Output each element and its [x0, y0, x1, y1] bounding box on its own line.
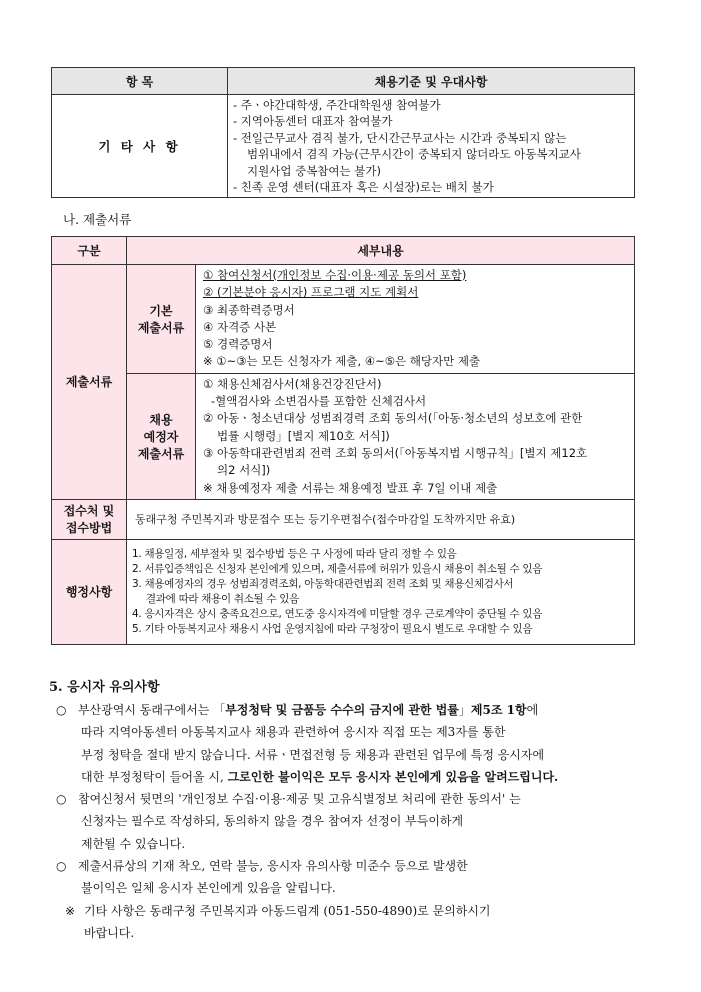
col-detail-header: 세부내용 — [127, 237, 635, 265]
circle-bullet-icon: ○ — [56, 703, 67, 717]
list-item: ③ 최종학력증명서 — [203, 302, 295, 317]
list-item: 1. 채용일정, 세부절차 및 접수방법 등은 구 사정에 따라 달리 정할 수 있음 — [132, 547, 457, 560]
admin-list — [127, 539, 635, 644]
documents-group-label: 제출서류 — [52, 265, 127, 500]
list-item: - 친족 운영 센터(대표자 혹은 시설장)로는 배치 불가 — [233, 180, 494, 195]
list-item: - 주ㆍ야간대학생, 주간대학원생 참여불가 — [233, 98, 441, 112]
col-category-header: 구분 — [52, 237, 127, 265]
col-item-header: 항 목 — [52, 68, 228, 95]
list-item: ※ 채용예정자 제출 서류는 채용예정 발표 후 7일 이내 제출 — [203, 480, 498, 495]
list-item: 5. 기타 아동복지교사 채용시 사업 운영지침에 따라 구청장이 필요시 별도로 우대할 수 있음 — [132, 622, 533, 635]
section-title: 5. 응시자 유의사항 — [49, 680, 160, 695]
list-item: ④ 자격증 사본 — [203, 319, 277, 334]
circle-bullet-icon: ○ — [56, 859, 67, 874]
reception-text: 동래구청 주민복지과 방문접수 또는 등기우편접수(접수마감일 도착까지만 유효) — [127, 499, 635, 539]
section-subtitle: 나. 제출서류 — [63, 212, 132, 227]
list-item: 2. 서류입증책임은 신청자 본인에게 있으며, 제출서류에 허위가 있을시 채용이 취소될 수 있음 — [132, 562, 543, 575]
reception-label: 접수처 및 접수방법 — [52, 499, 127, 539]
list-item: 3. 채용예정자의 경우 성범죄경력조회, 아동학대관련범죄 전력 조회 및 채용신체검사서 — [132, 577, 514, 590]
contact-note: ※ 기타 사항은 동래구청 주민복지과 아동드림계 (051-550-4890)로 문의하시기 바랍니다. — [49, 900, 669, 945]
list-item: -혈액검사와 소변검사를 포함한 신체검사서 — [211, 394, 427, 409]
list-item: - 전일근무교사 겸직 불가, 단시간근무교사는 시간과 중복되지 않는 — [233, 130, 567, 145]
basic-docs-label: 기본 제출서류 — [127, 265, 196, 374]
etc-body — [228, 95, 635, 198]
notice-item: ○ 부산광역시 동래구에서는 「부정청탁 및 금품등 수수의 금지에 관한 법률」제5조 1항에 따라 지역아동센터 아동복지교사 채용과 관련하여 응시자 직접 또는 제3자를 통한 부정 청탁을 절대 받지 않습니다. 서류ㆍ면접전형 등 채용과 관련된 업무에 특정 응시자에 대한 부정청탁이 들어올 시, 그로인한 불이익은 모두 응시자 본인에게 있음을 알려드립니다. — [49, 699, 669, 788]
etc-label: 기 타 사 항 — [52, 95, 228, 198]
list-item: - 지역아동센터 대표자 참여불가 — [233, 114, 393, 129]
list-item: 지원사업 중복참여는 불가) — [247, 163, 381, 178]
circle-bullet-icon: ○ — [56, 792, 67, 807]
pre-hire-docs-label: 채용 예정자 제출서류 — [127, 373, 196, 499]
list-item: ⑤ 경력증명서 — [203, 337, 273, 352]
reference-mark-icon: ※ — [65, 903, 76, 918]
list-item: ③ 아동학대관련범죄 전력 조회 동의서(「아동복지법 시행규칙」[별지 제12호 — [203, 445, 588, 460]
list-item: 의2 서식]) — [217, 463, 271, 478]
applicant-notice-section — [49, 676, 669, 944]
list-item: ② (기본분야 응시자) 프로그램 지도 계획서 — [203, 285, 419, 300]
list-item: ① 채용신체검사서(채용건강진단서) — [203, 376, 382, 391]
list-item: ② 아동ㆍ청소년대상 성범죄경력 조회 동의서(「아동·청소년의 성보호에 관한 — [203, 411, 583, 426]
notice-item: ○ 제출서류상의 기재 착오, 연락 불능, 응시자 유의사항 미준수 등으로 발생한 불이익은 일체 응시자 본인에게 있음을 알립니다. — [49, 855, 669, 900]
list-item: 법률 시행령」[별지 제10호 서식]) — [217, 428, 390, 443]
notice-item: ○ 참여신청서 뒷면의 '개인정보 수집·이용·제공 및 고유식별정보 처리에 관한 동의서' 는 신청자는 필수로 작성하되, 동의하지 않을 경우 참여자 선정이 부득이하게 제한될 수 있습니다. — [49, 788, 669, 855]
list-item: ① 참여신청서(개인정보 수집·이용·제공 동의서 포함) — [203, 268, 467, 282]
documents-table — [51, 236, 635, 645]
etc-table — [51, 67, 635, 198]
list-item: 4. 응시자격은 상시 충족요건으로, 연도중 응시자격에 미달할 경우 근로계약이 중단될 수 있음 — [132, 607, 543, 620]
list-item: 범위내에서 겸직 가능(근무시간이 중복되지 않더라도 아동복지교사 — [247, 147, 581, 162]
basic-docs-list — [196, 265, 635, 374]
admin-label: 행정사항 — [52, 539, 127, 644]
list-item: 결과에 따라 채용이 취소될 수 있음 — [146, 592, 299, 605]
col-criteria-header: 채용기준 및 우대사항 — [228, 68, 635, 95]
list-item: ※ ①~③는 모든 신청자가 제출, ④~⑤은 해당자만 제출 — [203, 354, 481, 369]
pre-hire-docs-list — [196, 373, 635, 499]
